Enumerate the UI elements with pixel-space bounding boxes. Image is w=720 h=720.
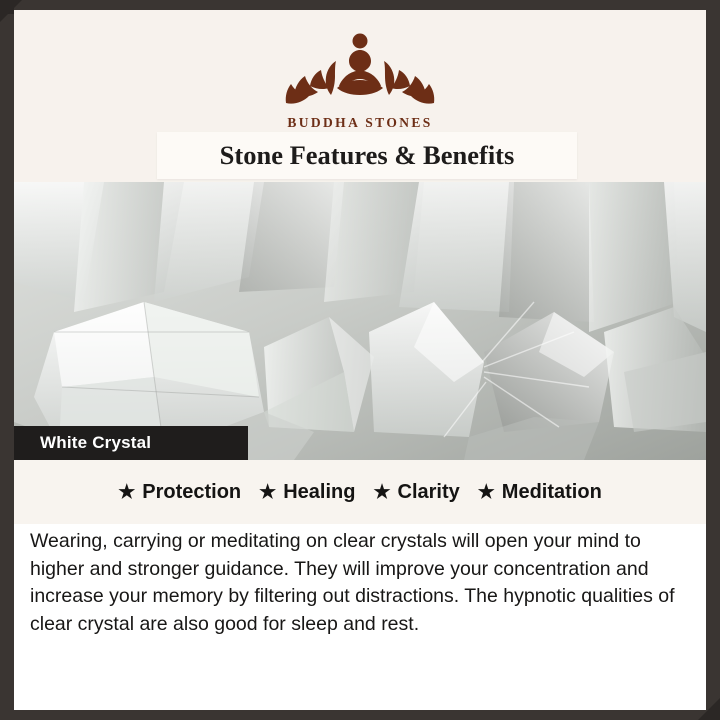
brand-name: BUDDHA STONES bbox=[287, 115, 433, 130]
footer-spacer bbox=[14, 676, 706, 710]
benefit-item bbox=[469, 481, 611, 504]
star-icon: ★ bbox=[118, 481, 136, 503]
description-text: Wearing, carrying or meditating on clear crystals will open your mind to higher and stronger guidance. They will improve your concentration and increase your memory by filtering out distractions. The hypnotic qualities of clear crystal are also good for sleep and rest. bbox=[30, 530, 675, 635]
benefits-row bbox=[14, 460, 706, 524]
page-title: Stone Features & Benefits bbox=[219, 140, 515, 170]
star-icon: ★ bbox=[477, 481, 495, 503]
lotus-meditation-icon bbox=[14, 26, 706, 113]
header bbox=[14, 10, 706, 182]
benefit-item bbox=[364, 481, 468, 504]
photo-caption: White Crystal bbox=[14, 426, 248, 460]
benefit-item bbox=[250, 481, 364, 504]
benefit-label: Protection bbox=[142, 480, 242, 503]
crystal-photo bbox=[14, 182, 706, 460]
benefit-item bbox=[109, 481, 250, 504]
brand-logo bbox=[14, 26, 706, 131]
benefit-label: Healing bbox=[283, 480, 356, 503]
star-icon: ★ bbox=[259, 481, 277, 503]
benefit-label: Clarity bbox=[397, 480, 460, 503]
benefit-label: Meditation bbox=[501, 480, 602, 503]
description-block bbox=[14, 524, 706, 676]
content-card-inner bbox=[14, 10, 706, 710]
title-bar bbox=[157, 132, 577, 179]
star-icon: ★ bbox=[373, 481, 391, 503]
content-card bbox=[14, 10, 706, 710]
